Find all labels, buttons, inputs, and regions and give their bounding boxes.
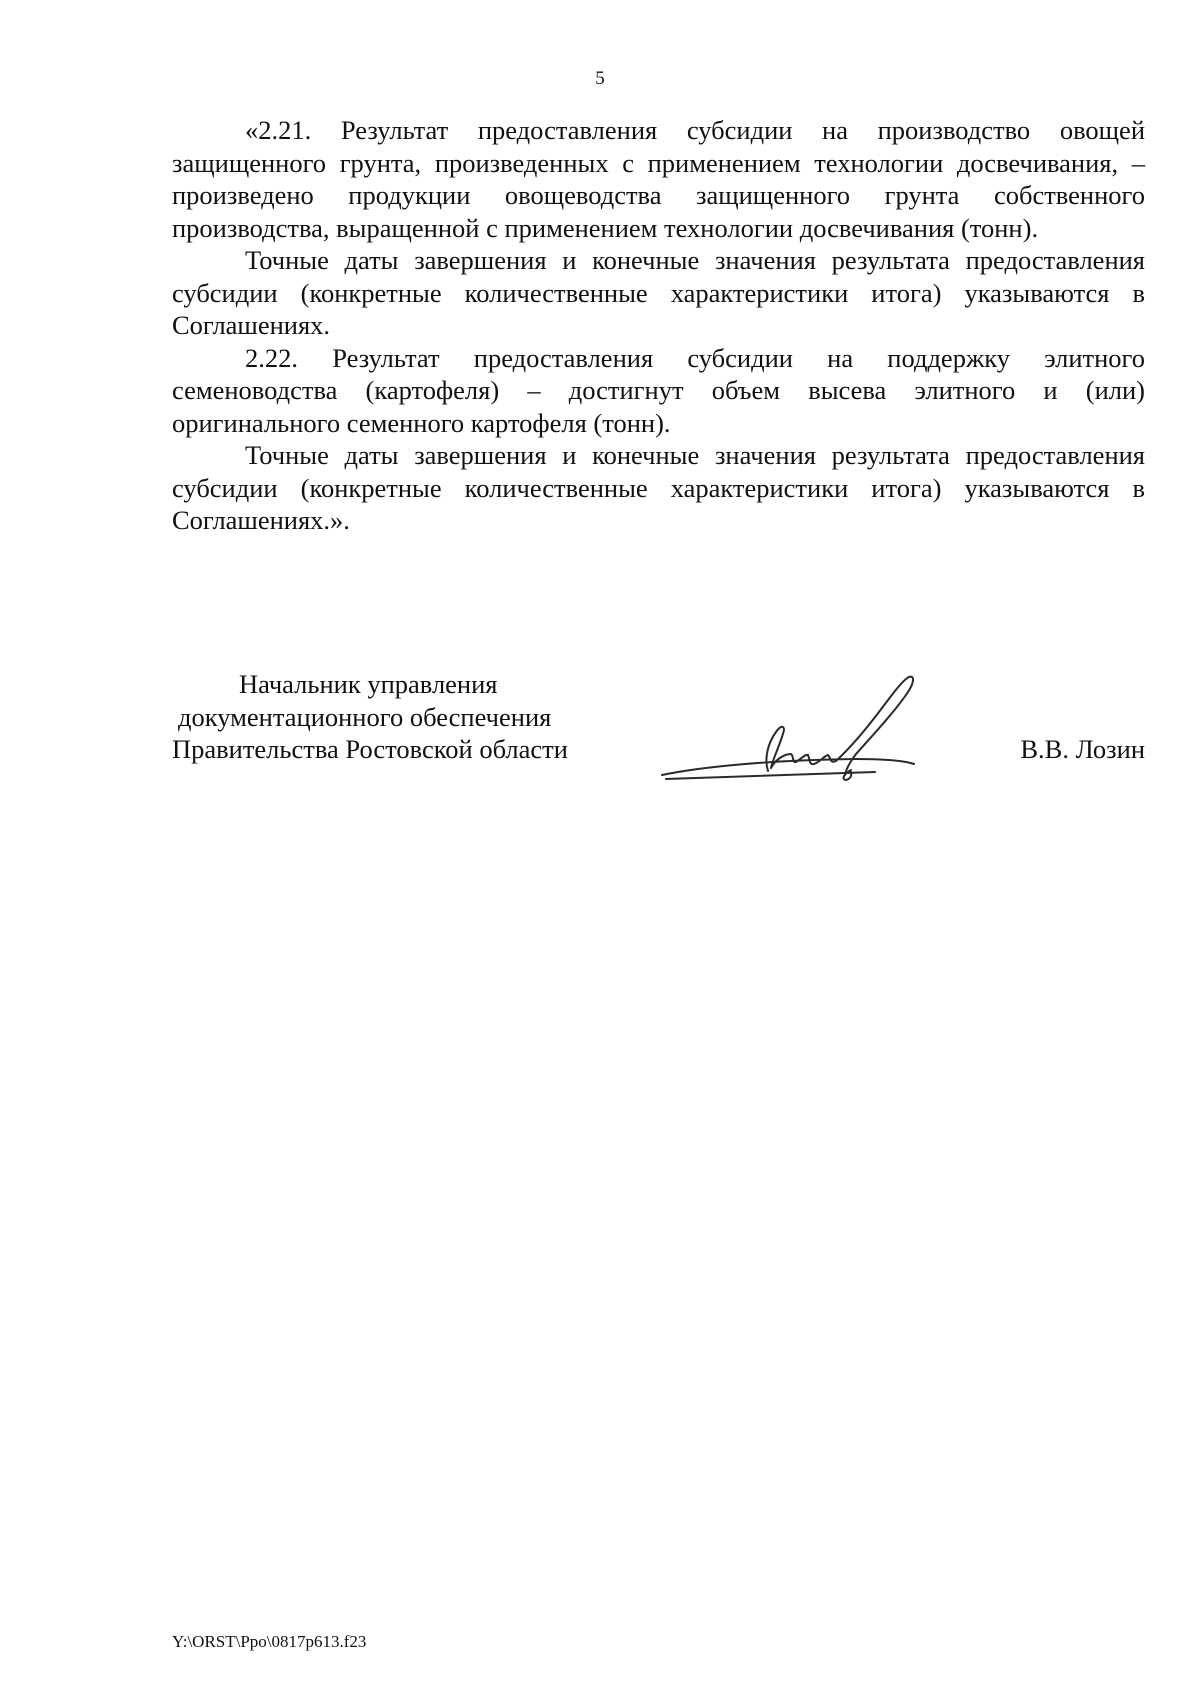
paragraph-2-22: 2.22. Результат предоставления субсидии на поддержку элитного семеноводства (картофеля) – достигнут объем высева элитного и (или) оригинального семенного картофеля (тонн). [172,342,1145,438]
position-line: Правительства Ростовской области [172,734,568,764]
signature-block [172,668,1145,778]
handwritten-signature [660,668,950,793]
position-line: Начальник управления [239,669,498,699]
signer-position [172,668,568,766]
file-path-footer: Y:\ORST\Ppo\0817p613.f23 [172,1632,367,1651]
document-body [172,114,1145,537]
paragraph-2-21: «2.21. Результат предоставления субсидии на производство овощей защищенного грунта, произведенных с применением технологии досвечивания, – произведено продукции овощеводства защищенного грунта собственного производства, выращенной с применением технологии досвечивания (тонн). [172,115,1145,243]
paragraph-dates-2: Точные даты завершения и конечные значения результата предоставления субсидии (конкретные количественные характеристики итога) указываются в Соглашениях.». [172,440,1145,535]
paragraph-dates-1: Точные даты завершения и конечные значения результата предоставления субсидии (конкретные количественные характеристики итога) указываются в Соглашениях. [172,245,1145,340]
page-number: 5 [595,68,605,89]
position-line: документационного обеспечения [178,701,552,732]
signer-name: В.В. Лозин [1020,734,1145,764]
